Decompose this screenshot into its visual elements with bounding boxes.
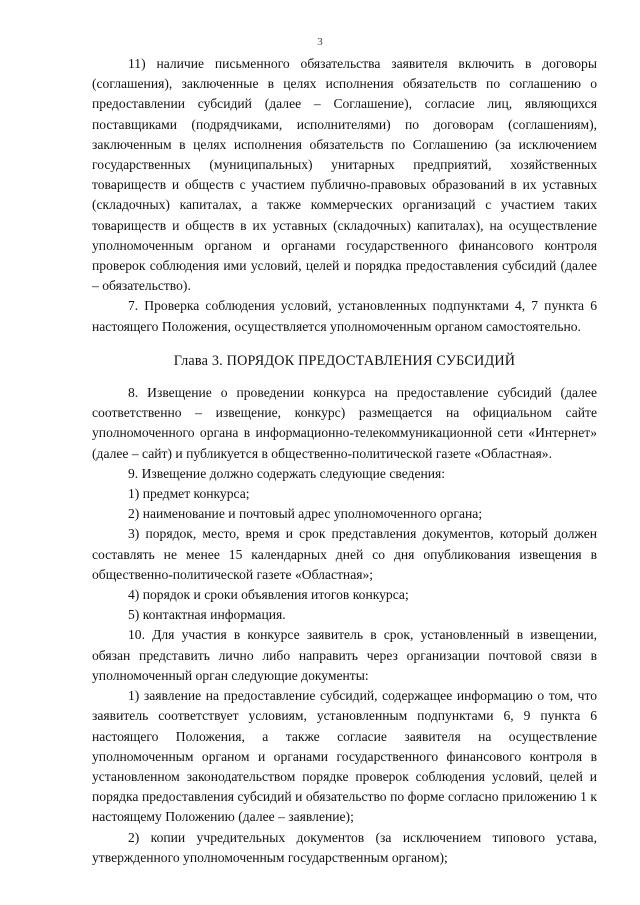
- list-item-application: 1) заявление на предоставление субсидий, содержащее информацию о том, что заявитель соответствует условиям, установленным подпунктами 6, 9 пункта 6 настоящего Положения, а также согласие заявителя на осуществление уполномоченным органом и органами государственного финансового контроля в установленном законодательством порядке проверок соблюдения условий, целей и порядка предоставления субсидий и обязательство по форме согласно приложению 1 к настоящему Положению (далее – заявление);: [92, 688, 597, 825]
- paragraph-9-notice-contents: 9. Извещение должно содержать следующие сведения:: [128, 465, 446, 481]
- document-body: [92, 54, 597, 868]
- page-number: 3: [317, 36, 323, 48]
- paragraph-obligation-clause: 11) наличие письменного обязательства заявителя включить в договоры (соглашения), заключенные в целях исполнения обязательств по соглашению о предоставлении субсидий (далее – Соглашение), согласие лиц, являющихся поставщиками (подрядчиками, исполнителями) по договорам (соглашениям), заключенным в целях исполнения обязательств по Соглашению (за исключением государственных (муниципальных) унитарных предприятий, хозяйственных товариществ и обществ с участием публично-правовых образований в их уставных (складочных) капиталах, а также коммерческих организаций с участием таких товариществ и обществ в их уставных (складочных) капиталах), на осуществление уполномоченным органом и органами государственного финансового контроля проверок соблюдения ими условий, целей и порядка предоставления субсидий (далее – обязательство).: [92, 56, 597, 294]
- paragraph-7-verification: 7. Проверка соблюдения условий, установленных подпунктами 4, 7 пункта 6 настоящего Положения, осуществляется уполномоченным органом самостоятельно.: [92, 298, 597, 334]
- paragraph-10-documents: 10. Для участия в конкурсе заявитель в срок, установленный в извещении, обязан представить лично либо направить через организации почтовой связи в уполномоченный орган следующие документы:: [92, 627, 597, 683]
- paragraph-8-notice: 8. Извещение о проведении конкурса на предоставление субсидий (далее соответственно – извещение, конкурс) размещается на официальном сайте уполномоченного органа в информационно-телекоммуникационной сети «Интернет» (далее – сайт) и публикуется в общественно-политической газете «Областная».: [92, 385, 597, 461]
- list-item-founding-documents: 2) копии учредительных документов (за исключением типового устава, утвержденного уполномоченным государственным органом);: [92, 829, 597, 865]
- list-item-authority-address: 2) наименование и почтовый адрес уполномоченного органа;: [128, 506, 483, 522]
- list-item-results-announcement: 4) порядок и сроки объявления итогов конкурса;: [128, 587, 409, 603]
- list-item-submission-procedure: 3) порядок, место, время и срок представления документов, который должен составлять не менее 15 календарных дней со дня опубликования извещения в общественно-политической газете «Областная»;: [92, 526, 597, 582]
- chapter-heading: Глава 3. ПОРЯДОК ПРЕДОСТАВЛЕНИЯ СУБСИДИЙ: [173, 352, 516, 369]
- list-item-contact-info: 5) контактная информация.: [128, 607, 286, 623]
- list-item-subject: 1) предмет конкурса;: [128, 486, 250, 502]
